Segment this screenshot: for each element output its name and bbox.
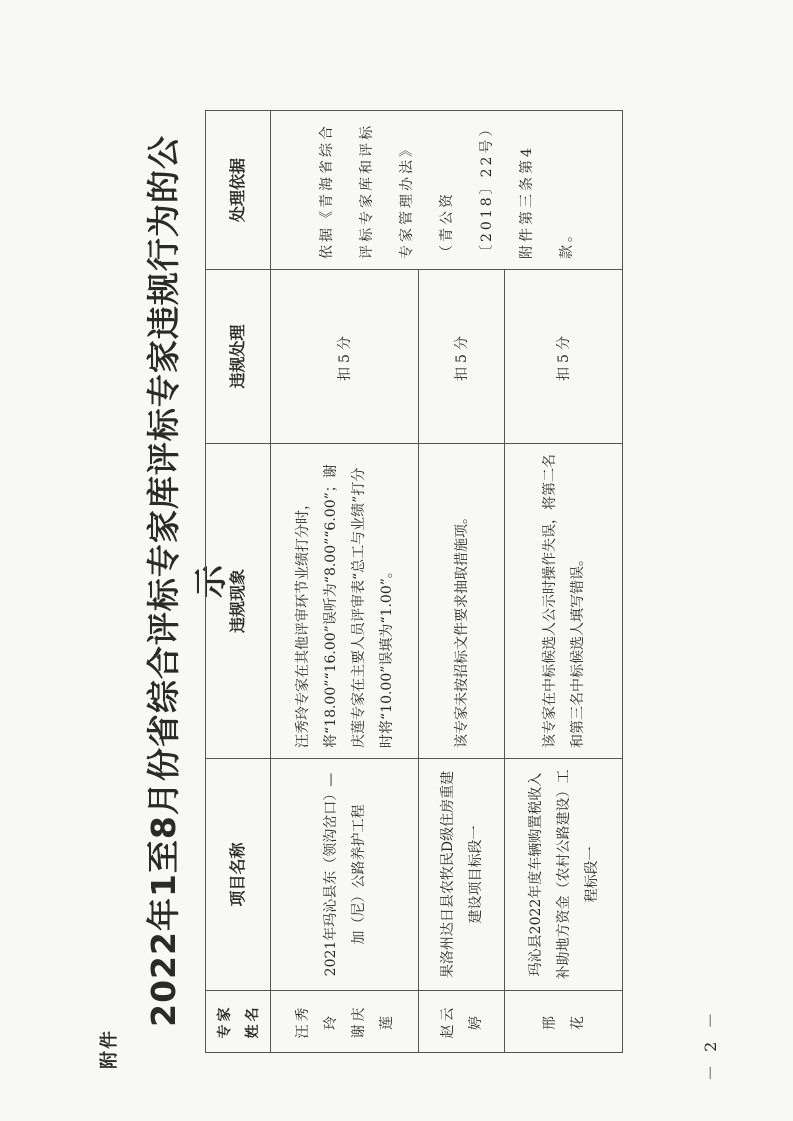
expert-name: 邢 花 — [541, 996, 586, 1030]
penalty-cell: 扣5分 — [419, 270, 505, 444]
violations-table — [205, 110, 623, 1053]
expert-name-cell — [271, 991, 419, 1053]
expert-name: 汪秀玲 — [294, 1004, 339, 1039]
attachment-label: 附件 — [99, 1029, 120, 1069]
header-basis: 处理依据 — [206, 111, 271, 270]
table-header-row — [206, 111, 271, 1053]
violation-cell: 汪秀玲专家在其他评审环节业绩打分时，将“18.00”“16.00”误听为“8.00”“6.00”；谢庆莲专家在主要人员评审表“总工与业绩”打分时将“10.00”误填为“1.00”。 — [271, 444, 419, 759]
project-name-cell: 玛沁县2022年度车辆购置税收入补助地方资金（农村公路建设）工程标段一 — [505, 759, 623, 991]
violation-cell: 该专家未按招标文件要求抽取措施项。 — [419, 444, 505, 759]
page-number: － 2 － — [701, 1008, 720, 1081]
document-title: 2022年1至8月份省综合评标专家库评标专家违规行为的公示 — [144, 135, 230, 1027]
header-project-name: 项目名称 — [206, 759, 271, 991]
expert-name: 赵云婷 — [439, 1004, 484, 1039]
violation-cell: 该专家在中标候选人公示时操作失误，将第二名和第三名中标候选人填写错误。 — [505, 444, 623, 759]
penalty-cell: 扣5分 — [271, 270, 419, 444]
project-name-cell: 2021年玛沁县东（领沟岔口）—加（尼）公路养护工程 — [271, 759, 419, 991]
basis-cell: 依据《青海省综合评标专家库和评标专家管理办法》（青公资〔2018〕22号）附件第三条第4款。 — [271, 111, 623, 270]
expert-name: 谢庆莲 — [350, 1004, 395, 1039]
expert-name-cell — [505, 991, 623, 1053]
header-violation: 违规现象 — [206, 444, 271, 759]
expert-name-cell — [419, 991, 505, 1053]
header-expert-name: 专家姓名 — [206, 991, 271, 1053]
penalty-cell: 扣5分 — [505, 270, 623, 444]
project-name-cell: 果洛州达日县农牧民D级住房重建建设项目标段一 — [419, 759, 505, 991]
table-row — [271, 111, 419, 1053]
header-penalty: 违规处理 — [206, 270, 271, 444]
